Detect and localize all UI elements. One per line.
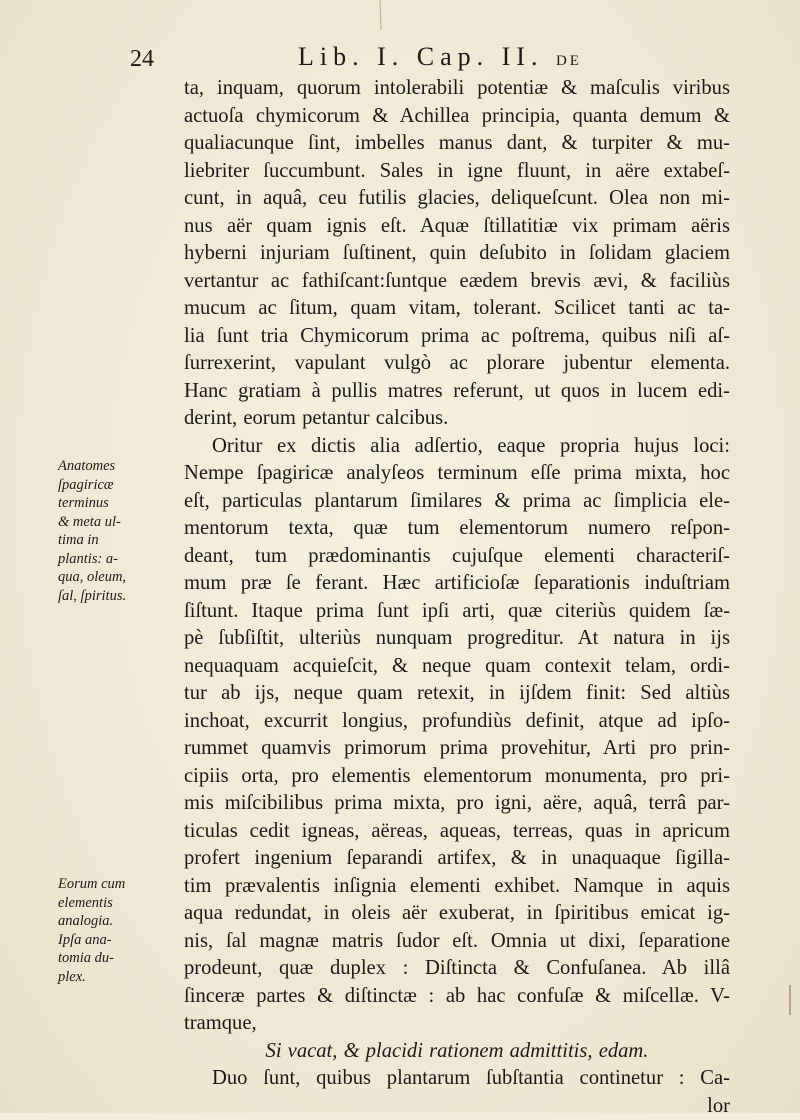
text-line: ta, inquam, quorum intolerabili potentiæ & maſculis viribus	[184, 75, 730, 103]
text-line: liebriter ſuccumbunt. Sales in igne fluunt, in aëre extabeſ-	[184, 158, 730, 186]
marginal-note-line: qua, oleum,	[58, 568, 174, 587]
marginal-note-line: tima in	[58, 531, 174, 550]
marginal-note-line: tomia du-	[58, 949, 174, 968]
paper-crease-mark	[380, 0, 381, 30]
text-line: Hanc gratiam à pullis matres referunt, ut quos in lucem edi-	[184, 378, 730, 406]
marginal-note-line: Anatomes	[58, 457, 174, 476]
text-line: mis miſcibilibus prima mixta, pro igni, aëre, aquâ, terrâ par-	[184, 790, 730, 818]
text-line: Duo ſunt, quibus plantarum ſubſtantia continetur : Ca-	[184, 1065, 730, 1093]
text-line: derint, eorum petantur calcibus.	[184, 405, 730, 433]
marginal-note-line: & meta ul-	[58, 513, 174, 532]
marginal-note-line: elementis	[58, 894, 174, 913]
text-line: hyberni injuriam ſuſtinent, quin deſubito in ſolidam glaciem	[184, 240, 730, 268]
text-line: aqua redundat, in oleis aër exuberat, in ſpiritibus emicat ig-	[184, 900, 730, 928]
marginal-note-line: Eorum cum	[58, 875, 174, 894]
text-line: nequaquam acquieſcit, & neque quam contexit telam, ordi-	[184, 653, 730, 681]
text-line: rummet quamvis primorum prima provehitur, Arti pro prin-	[184, 735, 730, 763]
marginal-note-eorum	[58, 875, 174, 986]
text-line: Nempe ſpagiricæ analyſeos terminum eſſe prima mixta, hoc	[184, 460, 730, 488]
text-line: inchoat, excurrit longius, profundiùs definit, atque ad ipſo-	[184, 708, 730, 736]
text-line: ticulas cedit igneas, aëreas, aqueas, terreas, quas in apricum	[184, 818, 730, 846]
text-line: nus aër quam ignis eſt. Aquæ ſtillatitiæ vix primam aëris	[184, 213, 730, 241]
text-line: tur ab ijs, neque quam retexit, in ijſdem finit: Sed altiùs	[184, 680, 730, 708]
text-line: ſinceræ partes & diſtinctæ : ab hac confuſæ & miſcellæ. V-	[184, 983, 730, 1011]
text-line: deant, tum prædominantis cujuſque elementi characteriſ-	[184, 543, 730, 571]
marginal-note-anatomes	[58, 457, 174, 605]
text-line: eſt, particulas plantarum ſimilares & prima ac ſimplicia ele-	[184, 488, 730, 516]
marginal-note-line: plantis: a-	[58, 550, 174, 569]
text-line: qualiacunque ſint, imbelles manus dant, & turpiter & mu-	[184, 130, 730, 158]
text-line: profert ingenium ſeparandi artifex, & in unaquaque ſigilla-	[184, 845, 730, 873]
text-line: tramque,	[184, 1010, 730, 1038]
text-line: cunt, in aquâ, ceu futilis glacies, deliqueſcunt. Olea non mi-	[184, 185, 730, 213]
text-line: lia ſunt tria Chymicorum prima ac poſtrema, quibus niſi aſ-	[184, 323, 730, 351]
marginal-note-line: Ipſa ana-	[58, 931, 174, 950]
text-line: Oritur ex dictis alia adſertio, eaque propria hujus loci:	[184, 433, 730, 461]
text-line: tim prævalentis inſignia elementi exhibet. Namque in aquis	[184, 873, 730, 901]
text-line: mucum ac ſitum, quam vitam, tolerant. Scilicet tanti ac ta-	[184, 295, 730, 323]
text-line: Si vacat, & placidi rationem admittitis, edam.	[184, 1038, 730, 1066]
running-head-main: Lib. I. Cap. II.	[298, 42, 543, 71]
running-head-small: DE	[556, 53, 582, 69]
page-header	[130, 40, 690, 76]
text-line: nis, ſal magnæ matris ſudor eſt. Omnia ut dixi, ſeparatione	[184, 928, 730, 956]
text-line: ſurrexerint, vapulant vulgò ac plorare jubentur elementa.	[184, 350, 730, 378]
main-text-block	[184, 75, 730, 1120]
text-line: vertantur ac fathiſcant:ſuntque eædem brevis ævi, & faciliùs	[184, 268, 730, 296]
marginal-note-line: ſal, ſpiritus.	[58, 587, 174, 606]
marginal-note-line: analogia.	[58, 912, 174, 931]
marginal-note-line: plex.	[58, 968, 174, 987]
page-number: 24	[130, 46, 154, 73]
marginal-note-line: ſpagiricæ	[58, 476, 174, 495]
text-line: mentorum texta, quæ tum elementorum numero reſpon-	[184, 515, 730, 543]
text-line: mum præ ſe ferant. Hæc artificioſæ ſeparationis induſtriam	[184, 570, 730, 598]
text-line: ſiſtunt. Itaque prima ſunt ipſi arti, quæ citeriùs quidem ſæ-	[184, 598, 730, 626]
text-line: pè ſubſiſtit, ulteriùs nunquam progreditur. At natura in ijs	[184, 625, 730, 653]
running-head	[298, 42, 582, 72]
marginal-note-line: terminus	[58, 494, 174, 513]
text-line: lor	[184, 1093, 730, 1120]
text-line: prodeunt, quæ duplex : Diſtincta & Confuſanea. Ab illâ	[184, 955, 730, 983]
text-line: cipiis orta, pro elementis elementorum monumenta, pro pri-	[184, 763, 730, 791]
text-line: actuoſa chymicorum & Achillea principia, quanta demum &	[184, 103, 730, 131]
